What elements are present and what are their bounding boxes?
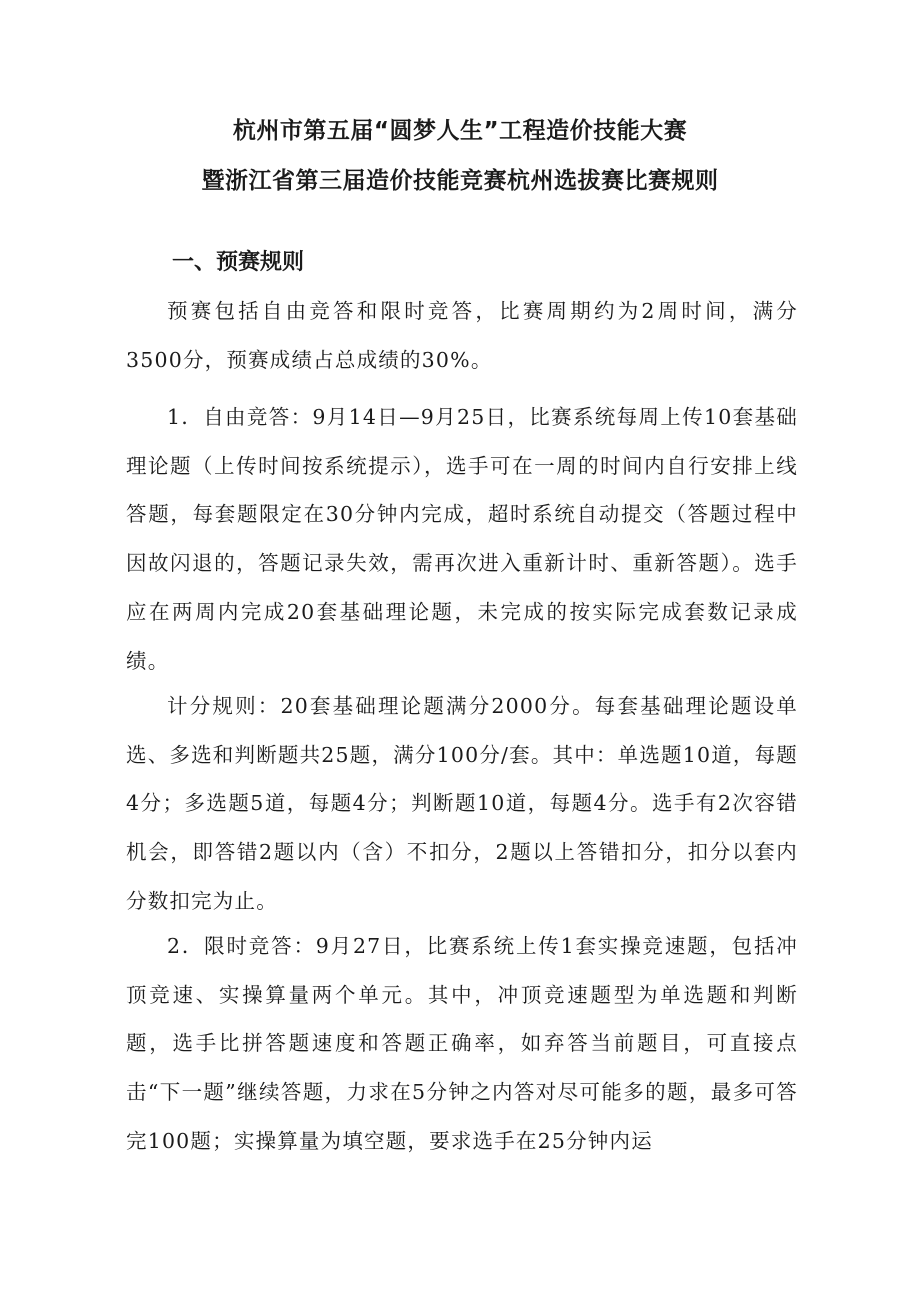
paragraph-free-answer: 1．自由竞答：9月14日—9月25日，比赛系统每周上传10套基础理论题（上传时间按系统提示），选手可在一周的时间内自行安排上线答题，每套题限定在30分钟内完成，超时系统自动提交（答题过程中因故闪退的，答题记录失效，需再次进入重新计时、重新答题）。选手应在两周内完成20套基础理论题，未完成的按实际完成套数记录成绩。 bbox=[126, 405, 798, 673]
paragraph-overview: 预赛包括自由竞答和限时竞答，比赛周期约为2周时间，满分3500分，预赛成绩占总成绩的30%。 bbox=[126, 299, 798, 372]
document-title-line-1: 杭州市第五届“圆梦人生”工程造价技能大赛 bbox=[232, 118, 688, 144]
paragraph-scoring-rules: 计分规则：20套基础理论题满分2000分。每套基础理论题设单选、多选和判断题共25题，满分100分/套。其中：单选题10道，每题4分；多选题5道，每题4分；判断题10道，每题4分。选手有2次容错机会，即答错2题以内（含）不扣分，2题以上答错扣分，扣分以套内分数扣完为止。 bbox=[126, 694, 799, 913]
paragraph-timed-answer: 2．限时竞答：9月27日，比赛系统上传1套实操竞速题，包括冲顶竞速、实操算量两个单元。其中，冲顶竞速题型为单选题和判断题，选手比拼答题速度和答题正确率，如弃答当前题目，可直接点击“下一题”继续答题，力求在5分钟之内答对尽可能多的题，最多可答完100题；实操算量为填空题，要求选手在25分钟内运 bbox=[126, 934, 798, 1153]
document-title-line-2: 暨浙江省第三届造价技能竞赛杭州选拔赛比赛规则 bbox=[201, 168, 719, 194]
section-heading-preliminary-rules: 一、预赛规则 bbox=[172, 250, 305, 275]
